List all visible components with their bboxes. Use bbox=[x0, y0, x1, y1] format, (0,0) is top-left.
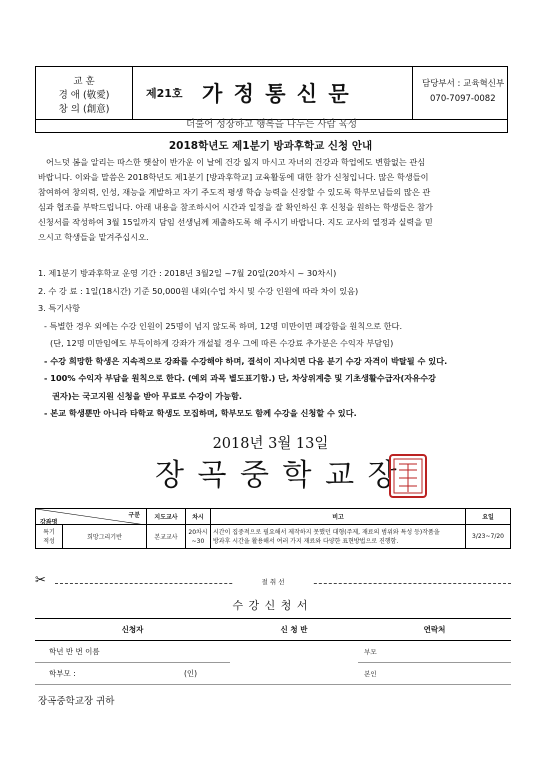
notice-date: 2018년 3월 13일 bbox=[212, 436, 329, 452]
principal-name: 장 곡 중 학 교 장 bbox=[155, 458, 399, 493]
paragraph-line: 어느덧 봄을 알리는 따스한 햇살이 반가운 이 날에 건강 잃지 마시고 자녀의 건강과 학업에도 변함없는 관심 bbox=[46, 157, 426, 167]
contact-parent-field[interactable] bbox=[358, 641, 511, 663]
form-col-applicant: 신청자 bbox=[35, 619, 230, 641]
student-info-field[interactable] bbox=[35, 641, 230, 663]
paragraph-line: 바랍니다. 이와을 말씀은 2018학년도 제1분기 [방과후학교] 교육활동에 대한 참가 신청입니다. 많은 학생들이 bbox=[38, 172, 429, 182]
item-fee: 2. 수 강 료 : 1일(18시간) 기준 50,000원 내외(수업 차시 및 수강 인원에 따라 차이 있음) bbox=[38, 285, 359, 296]
department: 담당부서 : 교육혁신부 bbox=[422, 79, 505, 89]
table-row bbox=[36, 525, 511, 549]
notice-heading: 2018학년도 제1분기 방과후학교 신청 안내 bbox=[168, 140, 373, 152]
row-note bbox=[211, 525, 466, 549]
cut-line bbox=[35, 573, 511, 590]
parent-sign-field[interactable] bbox=[35, 663, 230, 685]
application-form bbox=[35, 618, 511, 685]
notice-items bbox=[38, 265, 508, 423]
paragraph-line: 심과 협조를 부탁드립니다. 아래 내용을 참조하시어 시간과 일정을 잘 확인하신 후 신청을 원하는 학생들은 참가 bbox=[38, 202, 433, 212]
row-course-name: 희망그리기반 bbox=[63, 525, 147, 549]
paragraph-line: 참여하여 창의력, 인성, 재능을 계발하고 자기 주도적 평생 학습 능력을 신장할 수 있도록 학부모님들의 많은 관 bbox=[38, 187, 431, 197]
row-category bbox=[36, 525, 63, 549]
course-table-header bbox=[36, 509, 511, 525]
row-category-line: 적성 bbox=[43, 537, 55, 545]
school-slogan: 더불어 성장하고 행복을 나누는 사람 육성 bbox=[185, 119, 358, 130]
motto-title: 교 훈 bbox=[73, 76, 95, 87]
row-sessions-line: ~30 bbox=[191, 537, 205, 545]
form-col-contact: 연락처 bbox=[358, 619, 511, 641]
note-fee-policy: - 100% 수익자 부담을 원칙으로 한다. (예외 과목 별도표기함.) 단, 차상위계층 및 기초생활수급자(자유수강 bbox=[44, 373, 436, 383]
item-period: 1. 제1분기 방과후학교 운영 기간 : 2018년 3월2일 ~7월 20일(20차시 ~ 30차시) bbox=[38, 268, 337, 278]
row-sessions bbox=[186, 525, 211, 549]
note-enrollment: - 특별한 경우 외에는 수강 인원이 25명이 넘지 않도록 하며, 12명 미만이면 폐강함을 원칙으로 한다. bbox=[44, 320, 403, 331]
student-info-label: 학년 반 번 이름 bbox=[49, 647, 100, 656]
form-title: 수 강 신 청 서 bbox=[232, 599, 309, 612]
seal-mark-label: (인) bbox=[184, 669, 198, 678]
paragraph-line-deadline: 신청서를 작성하여 3월 15일까지 담임 선생님께 제출하도록 해 주시기 바랍니다. 지도 교사의 열정과 실력을 믿 bbox=[38, 217, 433, 227]
issue-number: 제21호 bbox=[146, 87, 183, 100]
notice-paragraph bbox=[38, 155, 508, 245]
header-sessions: 차시 bbox=[186, 509, 211, 525]
row-days: 3/23~7/20 bbox=[466, 525, 511, 549]
paragraph-line: 으시고 학생들을 맡겨주십시오. bbox=[38, 232, 149, 242]
header-note: 비고 bbox=[211, 509, 466, 525]
form-footer: 장곡중학교장 귀하 bbox=[38, 696, 115, 707]
cut-label: 절 취 선 bbox=[233, 577, 313, 586]
corner-label-bottom: 강좌명 bbox=[40, 519, 58, 526]
contact-self-label: 본인 bbox=[364, 670, 377, 678]
principal-seal-icon bbox=[389, 454, 427, 498]
row-teacher: 본교교사 bbox=[147, 525, 186, 549]
scissors-icon: ✂ bbox=[35, 573, 46, 588]
motto-creativity: 창 의 (創意) bbox=[58, 104, 110, 115]
parent-label: 학부모 : bbox=[49, 669, 76, 678]
motto-respect: 경 애 (敬愛) bbox=[58, 90, 110, 101]
contact-self-field[interactable] bbox=[358, 663, 511, 685]
title-cell bbox=[132, 67, 413, 119]
note-fee-policy-cont: 권자)는 국고지원 신청을 받아 무료로 수강이 가능함. bbox=[52, 390, 243, 401]
row-sessions-line: 20차시 bbox=[188, 528, 208, 536]
form-row-student bbox=[35, 641, 511, 663]
note-attendance: - 수강 희망한 학생은 지속적으로 강좌를 수강해야 하며, 결석이 지나치면 다음 분기 수강 자격이 박탈될 수 있다. bbox=[44, 355, 448, 366]
header-corner-cell bbox=[36, 509, 147, 525]
corner-label-top: 구분 bbox=[128, 512, 140, 519]
note-open-enrollment: - 본교 학생뿐만 아니라 타학교 학생도 모집하며, 학부모도 함께 수강을 신청할 수 있다. bbox=[44, 408, 357, 418]
form-col-class: 신 청 반 bbox=[230, 619, 358, 641]
row-category-line: 특기 bbox=[43, 528, 55, 536]
phone-number: 070-7097-0082 bbox=[430, 94, 496, 104]
item-special-notes: 3. 특기사항 bbox=[38, 303, 81, 313]
newsletter-header bbox=[35, 66, 508, 120]
school-motto-cell bbox=[36, 67, 133, 119]
form-header-row bbox=[35, 619, 511, 641]
header-teacher: 지도교사 bbox=[147, 509, 186, 525]
row-note-line: 방과후 시간을 활용해서 여러 가지 재료와 다양한 표현방법으로 진행함. bbox=[213, 537, 399, 545]
contact-parent-label: 부모 bbox=[364, 648, 377, 656]
header-days: 요일 bbox=[466, 509, 511, 525]
course-table bbox=[35, 508, 511, 549]
row-note-line: 시간이 집중적으로 필요해서 제작하지 못했던 대형(주제, 재료의 범위와 특성 등)작품을 bbox=[213, 528, 440, 536]
slogan-bar bbox=[35, 117, 508, 133]
note-enrollment-exception: (단, 12명 미만임에도 부득이하게 강좌가 개설될 경우 그에 따른 수강료 추가분은 수익자 부담임) bbox=[50, 338, 394, 348]
newsletter-title: 가 정 통 신 문 bbox=[202, 82, 351, 106]
class-choice-field[interactable] bbox=[230, 641, 358, 685]
